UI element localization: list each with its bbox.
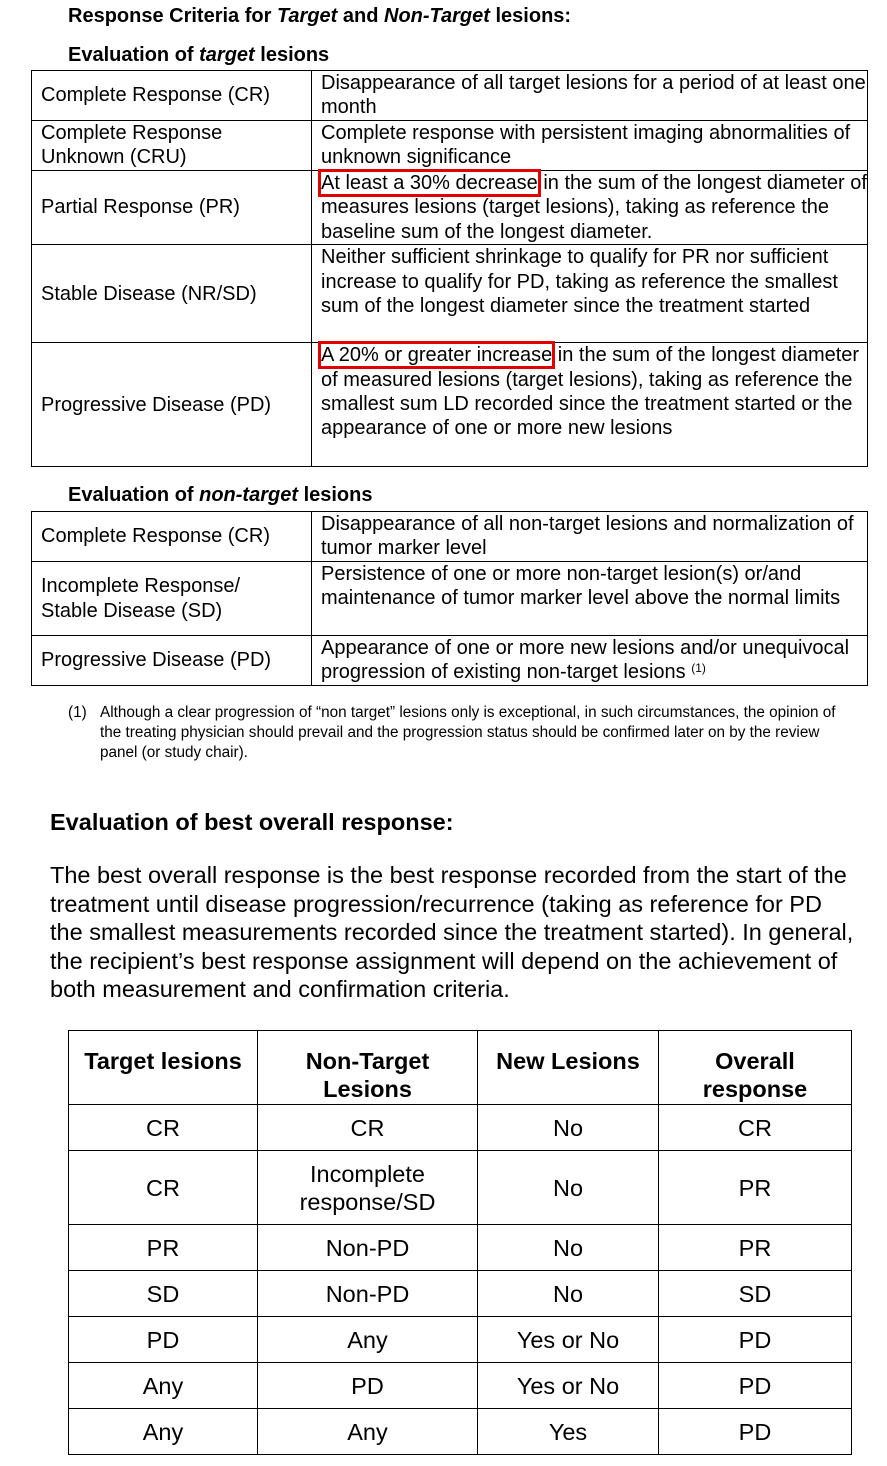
page-heading (68, 4, 571, 28)
table-cell: Non-PD (258, 1225, 478, 1271)
non-target-lesions-table (31, 511, 868, 686)
definition-text: Appearance of one or more new lesions and/or unequivocal progression of existing non-target lesions (321, 637, 850, 684)
footnote-text: Although a clear progression of “non target” lesions only is exceptional, in such circumstances, the opinion of the treating physician should prevail and the progression status should be confirmed later on by the review panel (or study chair). (100, 704, 836, 761)
definition-cell (312, 343, 868, 467)
table-cell: No (478, 1151, 659, 1225)
column-header: Overall response (659, 1031, 852, 1105)
table-row (32, 636, 868, 686)
table-row (69, 1363, 852, 1409)
term-cell: Complete Response (CR) (32, 71, 312, 121)
non-target-title-suffix: lesions (298, 484, 373, 506)
best-overall-paragraph: The best overall response is the best response recorded from the start of the treatment until disease progression/recurrence (taking as reference for PD the smallest measurements recorded since the treatment started). In general, the recipient’s best response assignment will depend on the achievement of both measurement and confirmation criteria. (50, 862, 854, 1003)
heading-non-target-word: Non-Target (384, 5, 490, 27)
column-header: New Lesions (478, 1031, 659, 1105)
definition-cell (312, 171, 868, 245)
non-target-section-title (68, 483, 373, 507)
table-row (32, 171, 868, 245)
column-header: Non-Target Lesions (258, 1031, 478, 1105)
table-cell: PD (659, 1317, 852, 1363)
term-cell: Progressive Disease (PD) (32, 343, 312, 467)
definition-cell: Disappearance of all non-target lesions and normalization of tumor marker level (312, 512, 868, 562)
heading-middle: and (337, 5, 385, 27)
definition-cell: Neither sufficient shrinkage to qualify for PR nor sufficient increase to qualify for PD, taking as reference the smallest sum of the longest diameter since the treatment started (312, 245, 868, 343)
highlighted-text: At least a 30% decrease (321, 172, 538, 194)
heading-prefix: Response Criteria for (68, 5, 277, 27)
table-cell: CR (659, 1105, 852, 1151)
table-row (69, 1105, 852, 1151)
table-row (69, 1409, 852, 1455)
best-overall-title: Evaluation of best overall response: (50, 809, 454, 835)
table-cell: CR (258, 1105, 478, 1151)
definition-cell (312, 636, 868, 686)
table-row (32, 343, 868, 467)
table-cell: No (478, 1271, 659, 1317)
definition-text: in the sum of the longest diameter of measured lesions (target lesions), taking as reference the smallest sum LD recorded since the treatment started or the appearance of one or more new lesions (321, 344, 860, 440)
table-cell: SD (659, 1271, 852, 1317)
term-cell: Stable Disease (NR/SD) (32, 245, 312, 343)
term-cell: Progressive Disease (PD) (32, 636, 312, 686)
table-row (69, 1317, 852, 1363)
non-target-title-prefix: Evaluation of (68, 484, 200, 506)
term-line: Incomplete Response/ (41, 575, 241, 598)
table-cell: No (478, 1105, 659, 1151)
table-cell: Any (69, 1409, 258, 1455)
table-header-row (69, 1031, 852, 1105)
target-lesions-table (31, 70, 868, 467)
target-section-title (68, 43, 329, 67)
table-cell: Any (69, 1363, 258, 1409)
table-cell: Incomplete response/SD (258, 1151, 478, 1225)
table-cell: PR (69, 1225, 258, 1271)
term-cell (32, 562, 312, 636)
table-cell: Yes (478, 1409, 659, 1455)
term-line: Stable Disease (SD) (41, 599, 223, 622)
table-row (69, 1225, 852, 1271)
term-cell: Partial Response (PR) (32, 171, 312, 245)
heading-target-word: Target (276, 5, 338, 27)
table-cell: CR (69, 1151, 258, 1225)
table-cell: Any (258, 1409, 478, 1455)
footnote-ref: (1) (691, 661, 706, 676)
table-row (32, 121, 868, 171)
column-header: Target lesions (69, 1031, 258, 1105)
term-cell: Complete Response (CR) (32, 512, 312, 562)
definition-cell: Persistence of one or more non-target lesion(s) or/and maintenance of tumor marker level above the normal limits (312, 562, 868, 636)
table-cell: Yes or No (478, 1317, 659, 1363)
definition-cell: Disappearance of all target lesions for a period of at least one month (312, 71, 868, 121)
target-title-prefix: Evaluation of (68, 44, 200, 66)
table-cell: PD (69, 1317, 258, 1363)
table-cell: Non-PD (258, 1271, 478, 1317)
target-title-suffix: lesions (254, 44, 330, 66)
footnote-number: (1) (68, 704, 87, 721)
table-cell: PD (659, 1409, 852, 1455)
term-line: Unknown (CRU) (41, 146, 187, 169)
definition-cell: Complete response with persistent imaging abnormalities of unknown significance (312, 121, 868, 171)
table-cell: Yes or No (478, 1363, 659, 1409)
heading-suffix: lesions: (489, 5, 572, 27)
table-cell: PR (659, 1225, 852, 1271)
table-row (69, 1271, 852, 1317)
table-row (32, 562, 868, 636)
table-row (69, 1151, 852, 1225)
footnote (68, 703, 838, 763)
non-target-title-em: non-target (199, 484, 299, 506)
table-cell: PR (659, 1151, 852, 1225)
term-line: Complete Response (41, 122, 223, 144)
table-cell: No (478, 1225, 659, 1271)
table-cell: CR (69, 1105, 258, 1151)
table-row (32, 245, 868, 343)
table-cell: PD (258, 1363, 478, 1409)
highlighted-text: A 20% or greater increase (321, 344, 553, 367)
table-cell: PD (659, 1363, 852, 1409)
table-row (32, 512, 868, 562)
target-title-em: target (199, 44, 255, 66)
definition-text: in the sum of the longest diameter of measures lesions (target lesions), taking as reference the baseline sum of the longest diameter. (321, 172, 867, 243)
term-cell (32, 121, 312, 171)
table-row (32, 71, 868, 121)
overall-response-table (68, 1030, 852, 1455)
table-cell: Any (258, 1317, 478, 1363)
table-cell: SD (69, 1271, 258, 1317)
